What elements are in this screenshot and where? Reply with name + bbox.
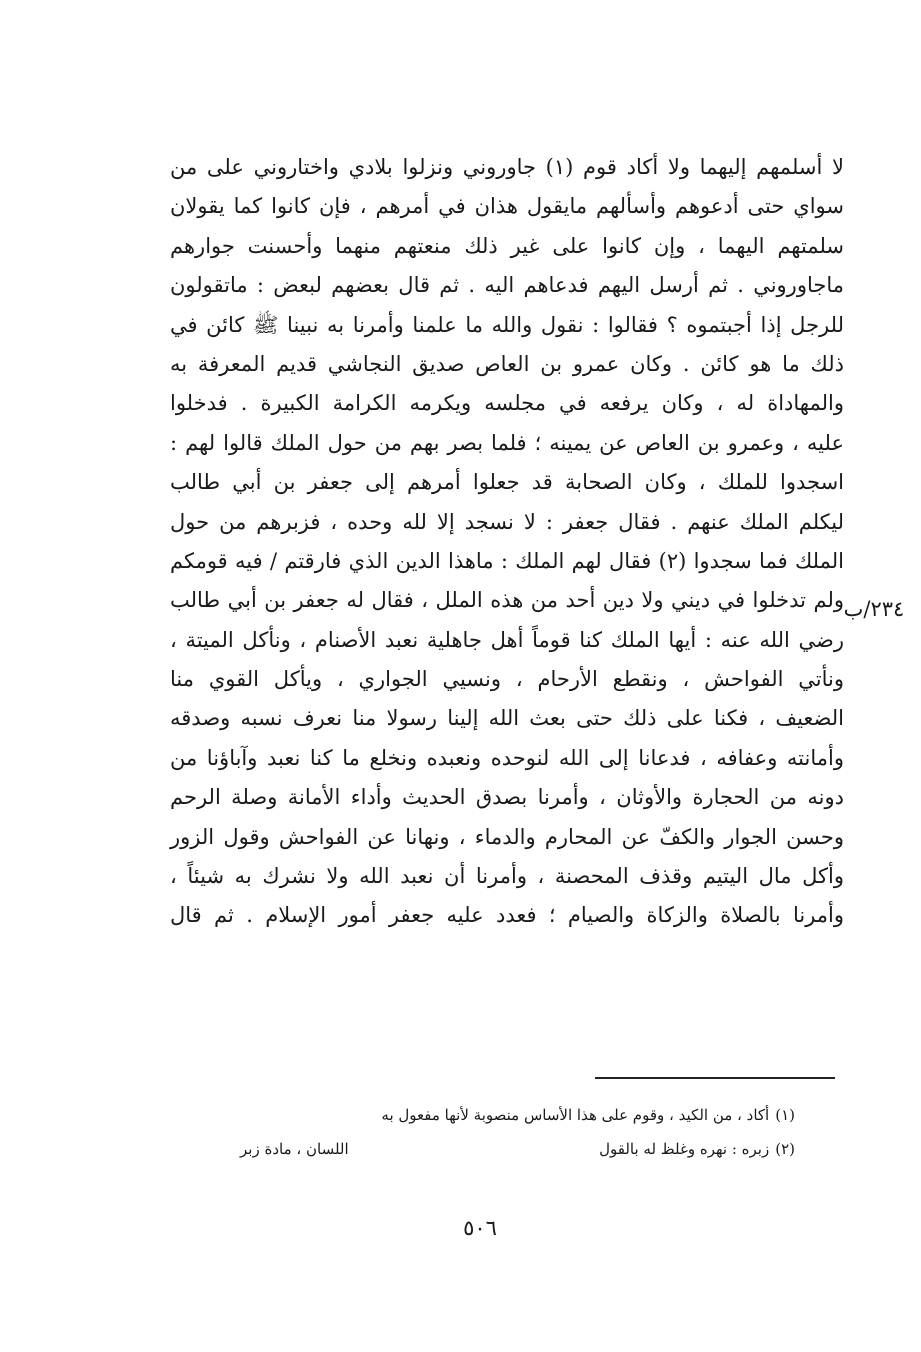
text-line: ونأتي الفواحش ، ونقطع الأرحام ، ونسيي الجواري ، ويأكل القوي منا (170, 667, 844, 692)
text-line: ولم تدخلوا في ديني ولا دين أحد من هذه الملل ، فقال له جعفر بن أبي طالب (170, 588, 844, 613)
text-line: للرجل إذا أجبتموه ؟ فقالوا : نقول والله ما علمنا وأمرنا به نبينا ﷺ كائن في (170, 312, 844, 337)
text-line: دونه من الحجارة والأوثان ، وأمرنا بصدق الحديث وأداء الأمانة وصلة الرحم (170, 785, 844, 810)
text-line: اسجدوا للملك ، وكان الصحابة قد جعلوا أمرهم إلى جعفر بن أبي طالب (170, 470, 844, 495)
footnote-text: أكاد ، من الكيد ، وقوم على هذا الأساس منصوبة لأنها مفعول به (381, 1106, 770, 1124)
footnote-separator (595, 1077, 835, 1079)
text-line: ليكلم الملك عنهم . فقال جعفر : لا نسجد إلا لله وحده ، فزبرهم من حول (170, 509, 844, 534)
footnotes (240, 1098, 795, 1166)
text-line: وأمرنا بالصلاة والزكاة والصيام ؛ فعدد عليه جعفر أمور الإسلام . ثم قال (170, 903, 844, 928)
text-line: الملك فما سجدوا (٢) فقال لهم الملك : ماهذا الدين الذي فارقتم / فيه قومكم (170, 548, 844, 573)
footnote-text: زبره : نهره وغلظ له بالقول (599, 1140, 770, 1158)
footnote-source: اللسان ، مادة زبر (240, 1140, 349, 1158)
page-number: ٥٠٦ (463, 1216, 497, 1240)
text-line: وأكل مال اليتيم وقذف المحصنة ، وأمرنا أن نعبد الله ولا نشرك به شيئاً ، (170, 864, 844, 889)
body-text (170, 148, 844, 936)
text-line: سواي حتى أدعوهم وأسألهم مايقول هذان في أمرهم ، فإن كانوا كما يقولان (170, 194, 844, 219)
text-line: وأمانته وعفافه ، فدعانا إلى الله لنوحده ونعبده ونخلع ما كنا نعبد وآباؤنا من (170, 745, 844, 770)
text-line: سلمتهم اليهما ، وإن كانوا على غير ذلك منعتهم منهما وأحسنت جوارهم (170, 233, 844, 258)
text-line: والمهاداة له ، وكان يرفعه في مجلسه ويكرمه الكرامة الكبيرة . فدخلوا (170, 391, 844, 416)
footnote-spacer (246, 1098, 375, 1132)
text-line: رضي الله عنه : أيها الملك كنا قوماً أهل جاهلية نعبد الأصنام ، ونأكل الميتة ، (170, 627, 844, 652)
footnote-1 (240, 1098, 795, 1132)
footnote-marker: (٢) (775, 1140, 795, 1158)
text-line: وحسن الجوار والكفّ عن المحارم والدماء ، ونهانا عن الفواحش وقول الزور (170, 824, 844, 849)
text-line: لا أسلمهم إليهما ولا أكاد قوم (١) جاوروني ونزلوا بلادي واختاروني على من (170, 155, 844, 179)
text-line: ماجاوروني . ثم أرسل اليهم فدعاهم اليه . ثم قال بعضهم لبعض : ماتقولون (170, 273, 844, 298)
footnote-spacer (355, 1132, 593, 1166)
folio-margin-note: ٢٣٤/ب (843, 597, 905, 621)
text-line: عليه ، وعمرو بن العاص عن يمينه ؛ فلما بصر بهم من حول الملك قالوا لهم : (170, 430, 844, 455)
text-line: الضعيف ، فكنا على ذلك حتى بعث الله إلينا رسولا منا نعرف نسبه وصدقه (170, 706, 844, 731)
footnote-marker: (١) (775, 1106, 795, 1124)
footnote-2 (240, 1132, 795, 1166)
text-line: ذلك ما هو كائن . وكان عمرو بن العاص صديق النجاشي قديم المعرفة به (170, 351, 844, 376)
